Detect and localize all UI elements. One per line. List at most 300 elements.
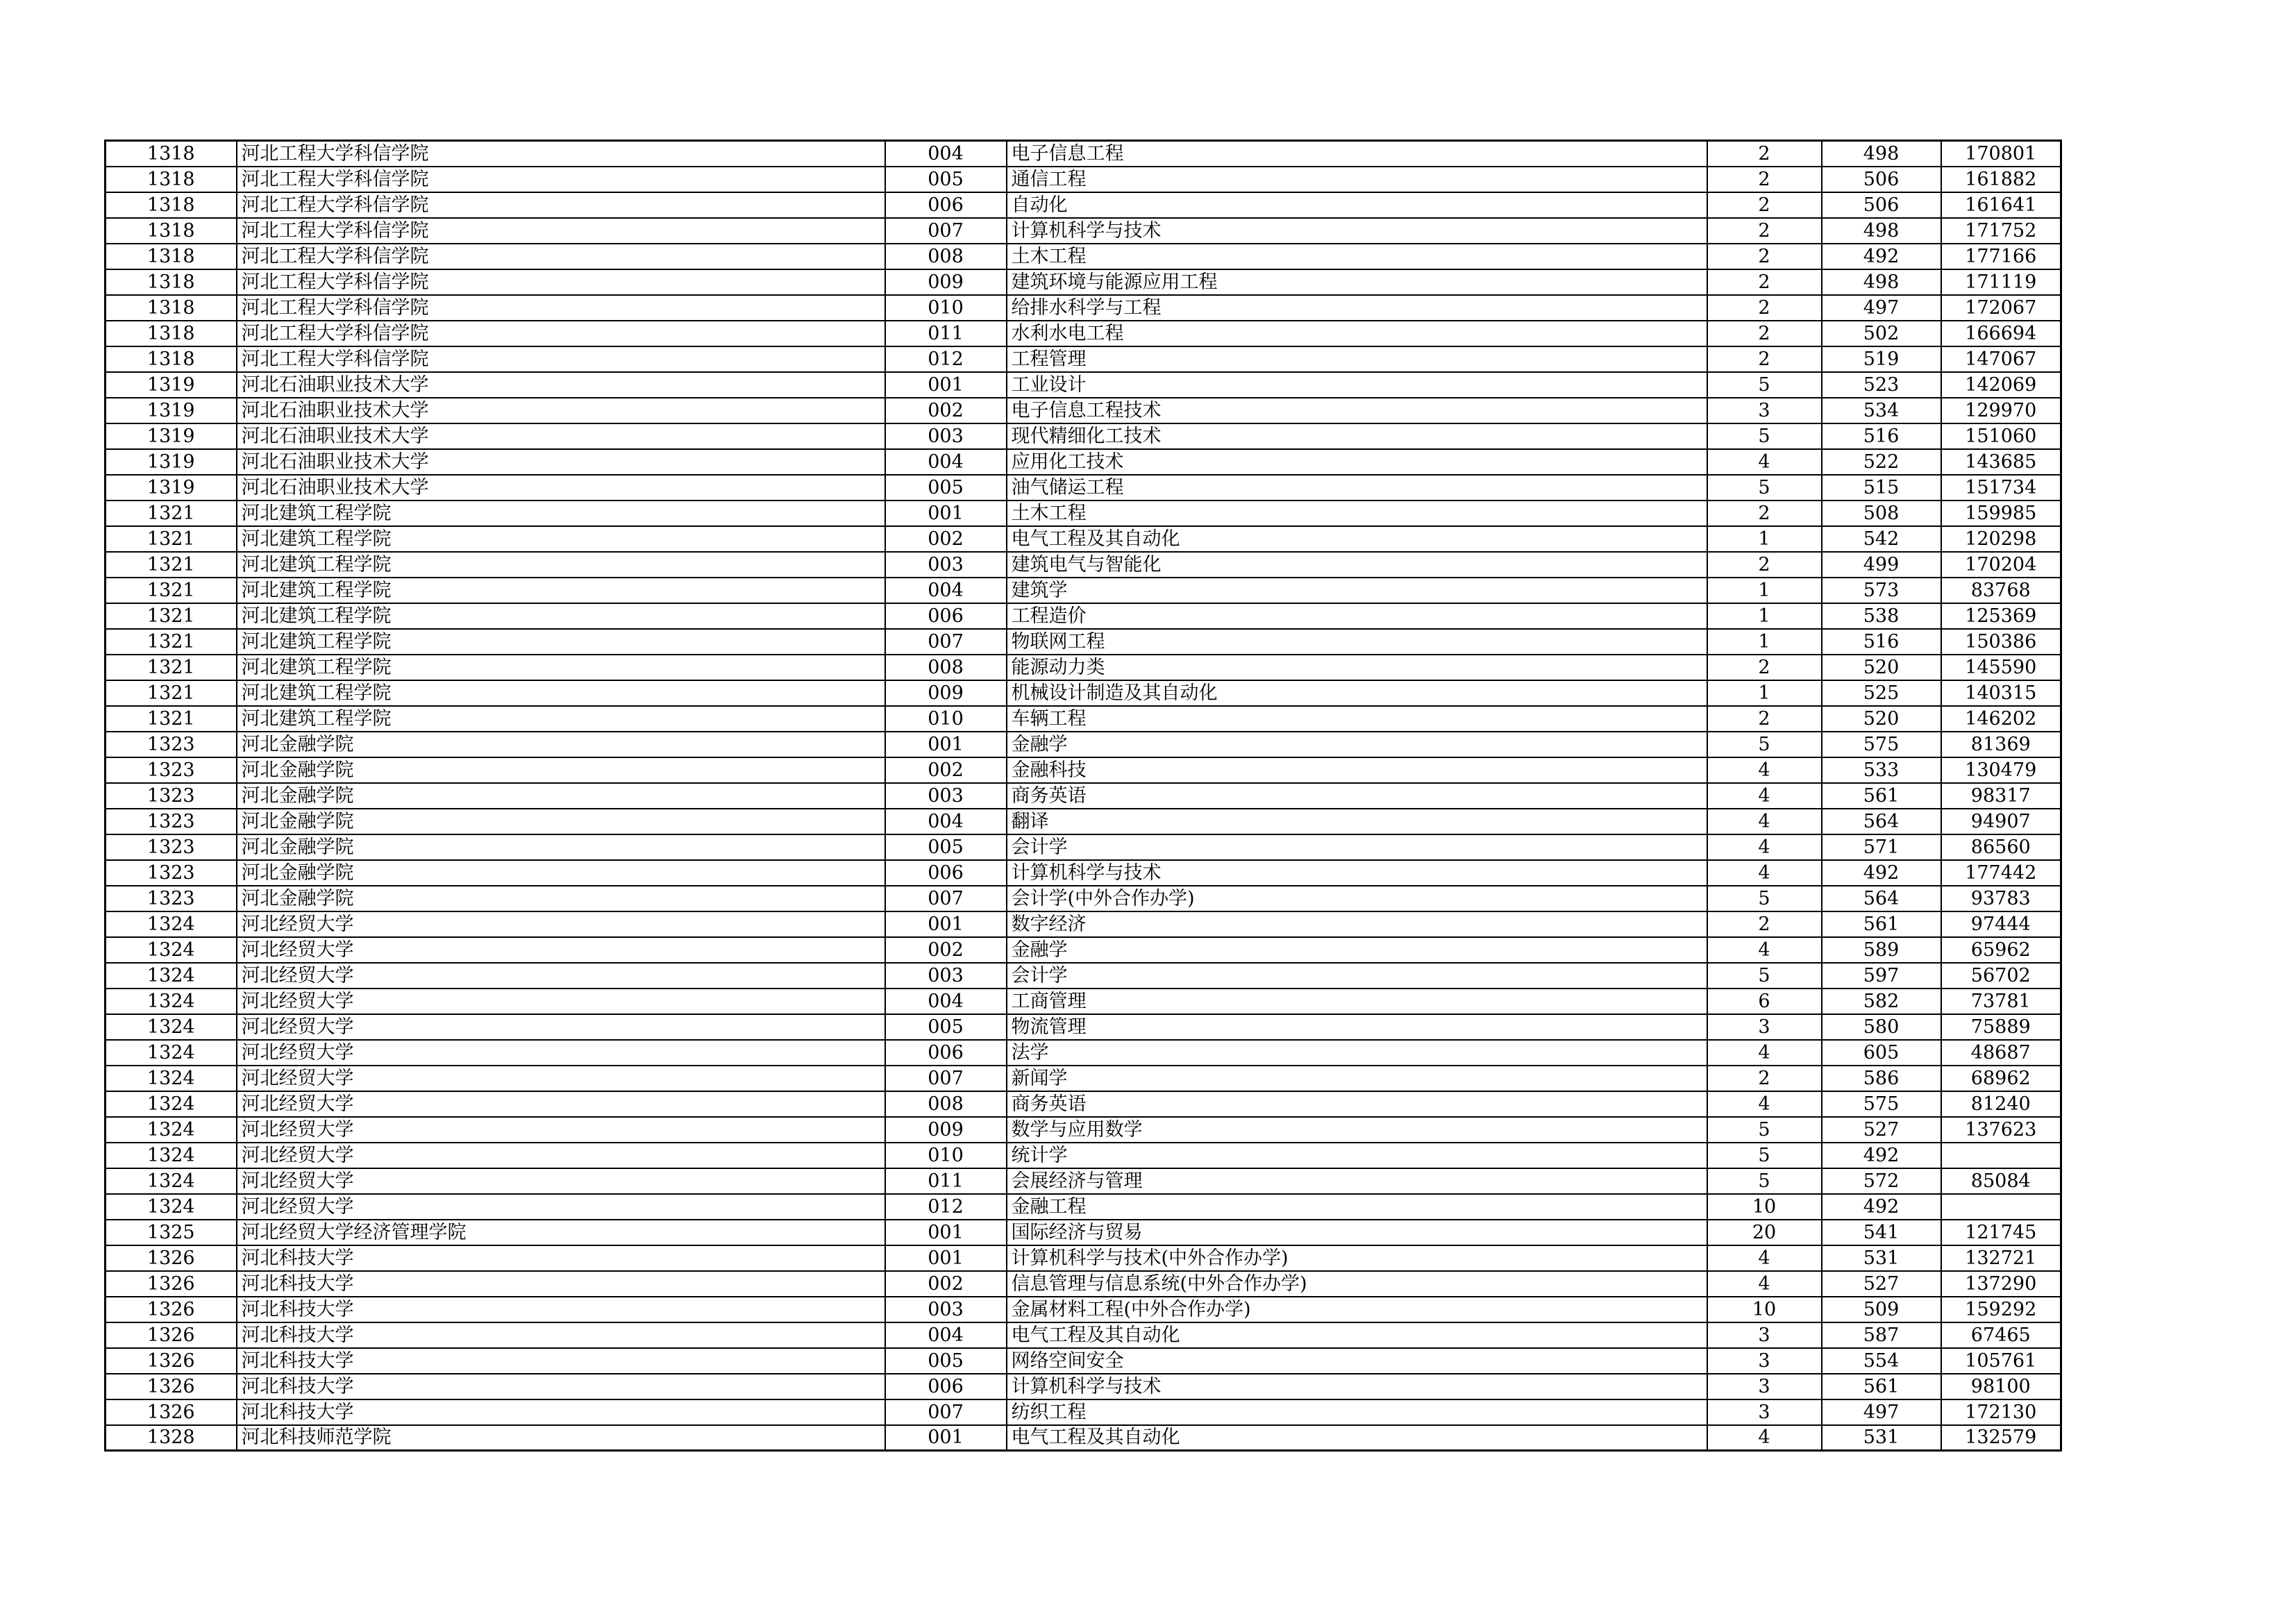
min-score-cell: 520 <box>1822 655 1941 680</box>
school-code-cell: 1318 <box>106 269 237 295</box>
major-code-cell: 005 <box>885 475 1007 501</box>
major-code-cell: 011 <box>885 321 1007 346</box>
school-name-cell: 河北金融学院 <box>237 834 885 860</box>
min-rank-cell: 67465 <box>1941 1322 2061 1348</box>
table-row <box>106 834 2061 860</box>
table-row <box>106 655 2061 680</box>
major-code-cell: 001 <box>885 501 1007 526</box>
min-rank-cell: 98100 <box>1941 1374 2061 1399</box>
school-name-cell: 河北经贸大学 <box>237 1091 885 1117</box>
min-score-cell: 561 <box>1822 911 1941 937</box>
major-code-cell: 010 <box>885 295 1007 321</box>
min-rank-cell: 137290 <box>1941 1271 2061 1297</box>
school-code-cell: 1321 <box>106 655 237 680</box>
school-code-cell: 1321 <box>106 680 237 706</box>
major-name-cell: 会展经济与管理 <box>1007 1168 1707 1194</box>
min-rank-cell: 48687 <box>1941 1040 2061 1066</box>
plan-count-cell: 3 <box>1707 1322 1822 1348</box>
major-name-cell: 工程管理 <box>1007 346 1707 372</box>
school-code-cell: 1319 <box>106 372 237 398</box>
min-score-cell: 498 <box>1822 218 1941 244</box>
school-code-cell: 1326 <box>106 1374 237 1399</box>
school-code-cell: 1324 <box>106 1194 237 1220</box>
school-name-cell: 河北工程大学科信学院 <box>237 218 885 244</box>
major-name-cell: 网络空间安全 <box>1007 1348 1707 1374</box>
table-row <box>106 1117 2061 1143</box>
table-row <box>106 501 2061 526</box>
school-name-cell: 河北建筑工程学院 <box>237 501 885 526</box>
major-name-cell: 物流管理 <box>1007 1014 1707 1040</box>
plan-count-cell: 4 <box>1707 1040 1822 1066</box>
school-name-cell: 河北建筑工程学院 <box>237 655 885 680</box>
school-name-cell: 河北石油职业技术大学 <box>237 475 885 501</box>
table-row <box>106 526 2061 552</box>
major-name-cell: 数字经济 <box>1007 911 1707 937</box>
major-code-cell: 009 <box>885 680 1007 706</box>
plan-count-cell: 4 <box>1707 809 1822 834</box>
major-code-cell: 004 <box>885 809 1007 834</box>
table-row <box>106 937 2061 963</box>
plan-count-cell: 3 <box>1707 1399 1822 1425</box>
table-row <box>106 372 2061 398</box>
major-name-cell: 电子信息工程 <box>1007 141 1707 167</box>
school-code-cell: 1324 <box>106 1168 237 1194</box>
min-rank-cell: 177442 <box>1941 860 2061 886</box>
min-score-cell: 597 <box>1822 963 1941 989</box>
major-code-cell: 007 <box>885 886 1007 911</box>
min-score-cell: 492 <box>1822 860 1941 886</box>
school-code-cell: 1328 <box>106 1425 237 1451</box>
plan-count-cell: 4 <box>1707 834 1822 860</box>
school-code-cell: 1321 <box>106 603 237 629</box>
plan-count-cell: 1 <box>1707 526 1822 552</box>
school-name-cell: 河北工程大学科信学院 <box>237 269 885 295</box>
school-name-cell: 河北金融学院 <box>237 732 885 757</box>
school-code-cell: 1324 <box>106 1091 237 1117</box>
major-code-cell: 006 <box>885 603 1007 629</box>
plan-count-cell: 5 <box>1707 732 1822 757</box>
major-code-cell: 009 <box>885 1117 1007 1143</box>
min-rank-cell: 146202 <box>1941 706 2061 732</box>
min-score-cell: 498 <box>1822 269 1941 295</box>
min-rank-cell: 98317 <box>1941 783 2061 809</box>
major-code-cell: 001 <box>885 1220 1007 1245</box>
table-row <box>106 706 2061 732</box>
school-name-cell: 河北工程大学科信学院 <box>237 244 885 269</box>
min-score-cell: 498 <box>1822 141 1941 167</box>
school-code-cell: 1324 <box>106 937 237 963</box>
school-name-cell: 河北建筑工程学院 <box>237 578 885 603</box>
major-code-cell: 002 <box>885 1271 1007 1297</box>
major-name-cell: 翻译 <box>1007 809 1707 834</box>
min-rank-cell: 120298 <box>1941 526 2061 552</box>
min-rank-cell: 137623 <box>1941 1117 2061 1143</box>
min-score-cell: 561 <box>1822 783 1941 809</box>
plan-count-cell: 2 <box>1707 295 1822 321</box>
major-name-cell: 信息管理与信息系统(中外合作办学) <box>1007 1271 1707 1297</box>
plan-count-cell: 3 <box>1707 1348 1822 1374</box>
plan-count-cell: 5 <box>1707 475 1822 501</box>
major-code-cell: 006 <box>885 1374 1007 1399</box>
major-name-cell: 油气储运工程 <box>1007 475 1707 501</box>
min-rank-cell: 94907 <box>1941 809 2061 834</box>
major-code-cell: 008 <box>885 244 1007 269</box>
plan-count-cell: 2 <box>1707 321 1822 346</box>
table-row <box>106 1220 2061 1245</box>
min-rank-cell: 86560 <box>1941 834 2061 860</box>
min-score-cell: 564 <box>1822 886 1941 911</box>
plan-count-cell: 2 <box>1707 911 1822 937</box>
min-rank-cell: 171119 <box>1941 269 2061 295</box>
table-row <box>106 989 2061 1014</box>
school-name-cell: 河北金融学院 <box>237 809 885 834</box>
min-rank-cell: 97444 <box>1941 911 2061 937</box>
table-row <box>106 680 2061 706</box>
major-code-cell: 002 <box>885 757 1007 783</box>
school-code-cell: 1326 <box>106 1271 237 1297</box>
school-code-cell: 1324 <box>106 1040 237 1066</box>
school-code-cell: 1323 <box>106 834 237 860</box>
plan-count-cell: 1 <box>1707 578 1822 603</box>
major-code-cell: 003 <box>885 1297 1007 1322</box>
min-score-cell: 564 <box>1822 809 1941 834</box>
table-row <box>106 1348 2061 1374</box>
major-code-cell: 008 <box>885 1091 1007 1117</box>
plan-count-cell: 4 <box>1707 1271 1822 1297</box>
school-name-cell: 河北石油职业技术大学 <box>237 398 885 423</box>
min-rank-cell: 75889 <box>1941 1014 2061 1040</box>
plan-count-cell: 4 <box>1707 757 1822 783</box>
min-score-cell: 527 <box>1822 1271 1941 1297</box>
min-score-cell: 519 <box>1822 346 1941 372</box>
table-row <box>106 1399 2061 1425</box>
plan-count-cell: 5 <box>1707 1143 1822 1168</box>
table-row <box>106 552 2061 578</box>
min-score-cell: 586 <box>1822 1066 1941 1091</box>
school-code-cell: 1326 <box>106 1245 237 1271</box>
plan-count-cell: 5 <box>1707 963 1822 989</box>
plan-count-cell: 1 <box>1707 680 1822 706</box>
major-code-cell: 002 <box>885 937 1007 963</box>
school-name-cell: 河北经贸大学 <box>237 1040 885 1066</box>
major-name-cell: 会计学 <box>1007 963 1707 989</box>
table-row <box>106 578 2061 603</box>
table-row <box>106 732 2061 757</box>
major-name-cell: 电气工程及其自动化 <box>1007 1322 1707 1348</box>
major-name-cell: 商务英语 <box>1007 1091 1707 1117</box>
major-code-cell: 004 <box>885 1322 1007 1348</box>
major-code-cell: 005 <box>885 1348 1007 1374</box>
major-code-cell: 001 <box>885 732 1007 757</box>
min-rank-cell: 172130 <box>1941 1399 2061 1425</box>
school-name-cell: 河北经贸大学 <box>237 1168 885 1194</box>
table-row <box>106 1245 2061 1271</box>
min-score-cell: 525 <box>1822 680 1941 706</box>
school-code-cell: 1323 <box>106 886 237 911</box>
table-row <box>106 423 2061 449</box>
major-name-cell: 土木工程 <box>1007 501 1707 526</box>
min-score-cell: 506 <box>1822 192 1941 218</box>
plan-count-cell: 1 <box>1707 603 1822 629</box>
min-rank-cell: 85084 <box>1941 1168 2061 1194</box>
major-name-cell: 会计学 <box>1007 834 1707 860</box>
school-code-cell: 1324 <box>106 963 237 989</box>
table-row <box>106 1297 2061 1322</box>
min-rank-cell: 93783 <box>1941 886 2061 911</box>
major-code-cell: 004 <box>885 449 1007 475</box>
min-rank-cell <box>1941 1194 2061 1220</box>
school-name-cell: 河北经贸大学 <box>237 937 885 963</box>
school-code-cell: 1321 <box>106 552 237 578</box>
school-code-cell: 1324 <box>106 989 237 1014</box>
school-code-cell: 1321 <box>106 501 237 526</box>
school-code-cell: 1319 <box>106 475 237 501</box>
table-row <box>106 1014 2061 1040</box>
school-name-cell: 河北经贸大学 <box>237 989 885 1014</box>
min-score-cell: 516 <box>1822 423 1941 449</box>
school-name-cell: 河北建筑工程学院 <box>237 526 885 552</box>
min-score-cell: 554 <box>1822 1348 1941 1374</box>
major-name-cell: 工商管理 <box>1007 989 1707 1014</box>
school-name-cell: 河北科技大学 <box>237 1348 885 1374</box>
school-code-cell: 1318 <box>106 346 237 372</box>
school-code-cell: 1318 <box>106 244 237 269</box>
major-name-cell: 车辆工程 <box>1007 706 1707 732</box>
school-code-cell: 1321 <box>106 578 237 603</box>
plan-count-cell: 1 <box>1707 629 1822 655</box>
plan-count-cell: 5 <box>1707 372 1822 398</box>
school-code-cell: 1319 <box>106 398 237 423</box>
school-code-cell: 1319 <box>106 423 237 449</box>
plan-count-cell: 4 <box>1707 937 1822 963</box>
school-code-cell: 1321 <box>106 706 237 732</box>
min-rank-cell: 121745 <box>1941 1220 2061 1245</box>
min-rank-cell: 161641 <box>1941 192 2061 218</box>
plan-count-cell: 4 <box>1707 783 1822 809</box>
min-score-cell: 499 <box>1822 552 1941 578</box>
plan-count-cell: 2 <box>1707 706 1822 732</box>
min-score-cell: 497 <box>1822 295 1941 321</box>
school-name-cell: 河北科技大学 <box>237 1245 885 1271</box>
major-name-cell: 新闻学 <box>1007 1066 1707 1091</box>
min-rank-cell: 151734 <box>1941 475 2061 501</box>
school-name-cell: 河北经贸大学 <box>237 1143 885 1168</box>
min-rank-cell: 125369 <box>1941 603 2061 629</box>
min-score-cell: 509 <box>1822 1297 1941 1322</box>
min-rank-cell: 129970 <box>1941 398 2061 423</box>
school-name-cell: 河北工程大学科信学院 <box>237 167 885 192</box>
min-score-cell: 520 <box>1822 706 1941 732</box>
school-code-cell: 1318 <box>106 167 237 192</box>
school-name-cell: 河北经贸大学 <box>237 963 885 989</box>
major-name-cell: 计算机科学与技术 <box>1007 1374 1707 1399</box>
major-name-cell: 建筑电气与智能化 <box>1007 552 1707 578</box>
school-name-cell: 河北科技大学 <box>237 1322 885 1348</box>
min-score-cell: 531 <box>1822 1245 1941 1271</box>
plan-count-cell: 5 <box>1707 423 1822 449</box>
table-row <box>106 192 2061 218</box>
school-name-cell: 河北经贸大学 <box>237 1014 885 1040</box>
major-name-cell: 计算机科学与技术 <box>1007 860 1707 886</box>
min-score-cell: 502 <box>1822 321 1941 346</box>
major-code-cell: 002 <box>885 526 1007 552</box>
plan-count-cell: 4 <box>1707 449 1822 475</box>
school-name-cell: 河北石油职业技术大学 <box>237 423 885 449</box>
major-code-cell: 012 <box>885 346 1007 372</box>
major-name-cell: 电气工程及其自动化 <box>1007 526 1707 552</box>
table-row <box>106 218 2061 244</box>
plan-count-cell: 2 <box>1707 346 1822 372</box>
plan-count-cell: 10 <box>1707 1194 1822 1220</box>
table-body <box>106 141 2061 1451</box>
major-code-cell: 005 <box>885 167 1007 192</box>
school-name-cell: 河北建筑工程学院 <box>237 680 885 706</box>
min-score-cell: 573 <box>1822 578 1941 603</box>
major-code-cell: 003 <box>885 963 1007 989</box>
school-name-cell: 河北石油职业技术大学 <box>237 372 885 398</box>
plan-count-cell: 6 <box>1707 989 1822 1014</box>
school-code-cell: 1321 <box>106 629 237 655</box>
min-score-cell: 533 <box>1822 757 1941 783</box>
min-score-cell: 534 <box>1822 398 1941 423</box>
school-code-cell: 1325 <box>106 1220 237 1245</box>
major-name-cell: 应用化工技术 <box>1007 449 1707 475</box>
plan-count-cell: 2 <box>1707 655 1822 680</box>
school-code-cell: 1318 <box>106 141 237 167</box>
min-rank-cell: 161882 <box>1941 167 2061 192</box>
table-row <box>106 1271 2061 1297</box>
min-score-cell: 522 <box>1822 449 1941 475</box>
major-code-cell: 004 <box>885 989 1007 1014</box>
school-name-cell: 河北建筑工程学院 <box>237 629 885 655</box>
major-code-cell: 007 <box>885 218 1007 244</box>
school-name-cell: 河北经贸大学 <box>237 1117 885 1143</box>
major-code-cell: 001 <box>885 1245 1007 1271</box>
major-name-cell: 金融科技 <box>1007 757 1707 783</box>
plan-count-cell: 2 <box>1707 244 1822 269</box>
major-code-cell: 004 <box>885 141 1007 167</box>
major-code-cell: 011 <box>885 1168 1007 1194</box>
min-rank-cell: 56702 <box>1941 963 2061 989</box>
school-name-cell: 河北科技大学 <box>237 1297 885 1322</box>
major-name-cell: 工业设计 <box>1007 372 1707 398</box>
school-code-cell: 1318 <box>106 321 237 346</box>
school-code-cell: 1323 <box>106 809 237 834</box>
min-score-cell: 572 <box>1822 1168 1941 1194</box>
table-row <box>106 1143 2061 1168</box>
table-row <box>106 1425 2061 1451</box>
min-score-cell: 541 <box>1822 1220 1941 1245</box>
min-score-cell: 571 <box>1822 834 1941 860</box>
min-rank-cell: 140315 <box>1941 680 2061 706</box>
plan-count-cell: 2 <box>1707 141 1822 167</box>
plan-count-cell: 3 <box>1707 398 1822 423</box>
plan-count-cell: 5 <box>1707 886 1822 911</box>
major-name-cell: 通信工程 <box>1007 167 1707 192</box>
school-name-cell: 河北金融学院 <box>237 757 885 783</box>
major-name-cell: 统计学 <box>1007 1143 1707 1168</box>
table-row <box>106 1040 2061 1066</box>
table-row <box>106 886 2061 911</box>
school-name-cell: 河北工程大学科信学院 <box>237 141 885 167</box>
major-code-cell: 008 <box>885 655 1007 680</box>
table-row <box>106 1091 2061 1117</box>
min-rank-cell: 159292 <box>1941 1297 2061 1322</box>
school-name-cell: 河北科技师范学院 <box>237 1425 885 1451</box>
min-rank-cell: 132721 <box>1941 1245 2061 1271</box>
min-score-cell: 492 <box>1822 1194 1941 1220</box>
plan-count-cell: 2 <box>1707 501 1822 526</box>
min-rank-cell <box>1941 1143 2061 1168</box>
major-name-cell: 商务英语 <box>1007 783 1707 809</box>
min-rank-cell: 105761 <box>1941 1348 2061 1374</box>
school-name-cell: 河北经贸大学 <box>237 1066 885 1091</box>
school-code-cell: 1318 <box>106 295 237 321</box>
major-code-cell: 003 <box>885 783 1007 809</box>
min-score-cell: 523 <box>1822 372 1941 398</box>
school-name-cell: 河北建筑工程学院 <box>237 552 885 578</box>
school-name-cell: 河北建筑工程学院 <box>237 603 885 629</box>
table-row <box>106 1374 2061 1399</box>
plan-count-cell: 2 <box>1707 167 1822 192</box>
major-name-cell: 会计学(中外合作办学) <box>1007 886 1707 911</box>
major-code-cell: 001 <box>885 1425 1007 1451</box>
plan-count-cell: 4 <box>1707 860 1822 886</box>
school-code-cell: 1324 <box>106 1143 237 1168</box>
major-code-cell: 007 <box>885 629 1007 655</box>
school-name-cell: 河北经贸大学 <box>237 1194 885 1220</box>
major-code-cell: 005 <box>885 1014 1007 1040</box>
min-rank-cell: 130479 <box>1941 757 2061 783</box>
plan-count-cell: 2 <box>1707 1066 1822 1091</box>
table-row <box>106 346 2061 372</box>
school-code-cell: 1323 <box>106 732 237 757</box>
min-rank-cell: 65962 <box>1941 937 2061 963</box>
school-name-cell: 河北科技大学 <box>237 1271 885 1297</box>
min-rank-cell: 132579 <box>1941 1425 2061 1451</box>
school-code-cell: 1323 <box>106 860 237 886</box>
plan-count-cell: 10 <box>1707 1297 1822 1322</box>
table-row <box>106 141 2061 167</box>
table-row <box>106 911 2061 937</box>
plan-count-cell: 2 <box>1707 192 1822 218</box>
table-row <box>106 629 2061 655</box>
school-code-cell: 1323 <box>106 757 237 783</box>
major-code-cell: 006 <box>885 1040 1007 1066</box>
min-rank-cell: 159985 <box>1941 501 2061 526</box>
plan-count-cell: 2 <box>1707 269 1822 295</box>
min-rank-cell: 73781 <box>1941 989 2061 1014</box>
min-rank-cell: 172067 <box>1941 295 2061 321</box>
min-score-cell: 580 <box>1822 1014 1941 1040</box>
school-code-cell: 1323 <box>106 783 237 809</box>
min-score-cell: 516 <box>1822 629 1941 655</box>
school-code-cell: 1326 <box>106 1297 237 1322</box>
major-code-cell: 004 <box>885 578 1007 603</box>
plan-count-cell: 5 <box>1707 1117 1822 1143</box>
min-score-cell: 515 <box>1822 475 1941 501</box>
min-score-cell: 497 <box>1822 1399 1941 1425</box>
table-row <box>106 757 2061 783</box>
school-code-cell: 1324 <box>106 1014 237 1040</box>
school-name-cell: 河北工程大学科信学院 <box>237 321 885 346</box>
table-row <box>106 295 2061 321</box>
major-name-cell: 电气工程及其自动化 <box>1007 1425 1707 1451</box>
table-row <box>106 860 2061 886</box>
major-code-cell: 005 <box>885 834 1007 860</box>
plan-count-cell: 4 <box>1707 1091 1822 1117</box>
min-rank-cell: 142069 <box>1941 372 2061 398</box>
